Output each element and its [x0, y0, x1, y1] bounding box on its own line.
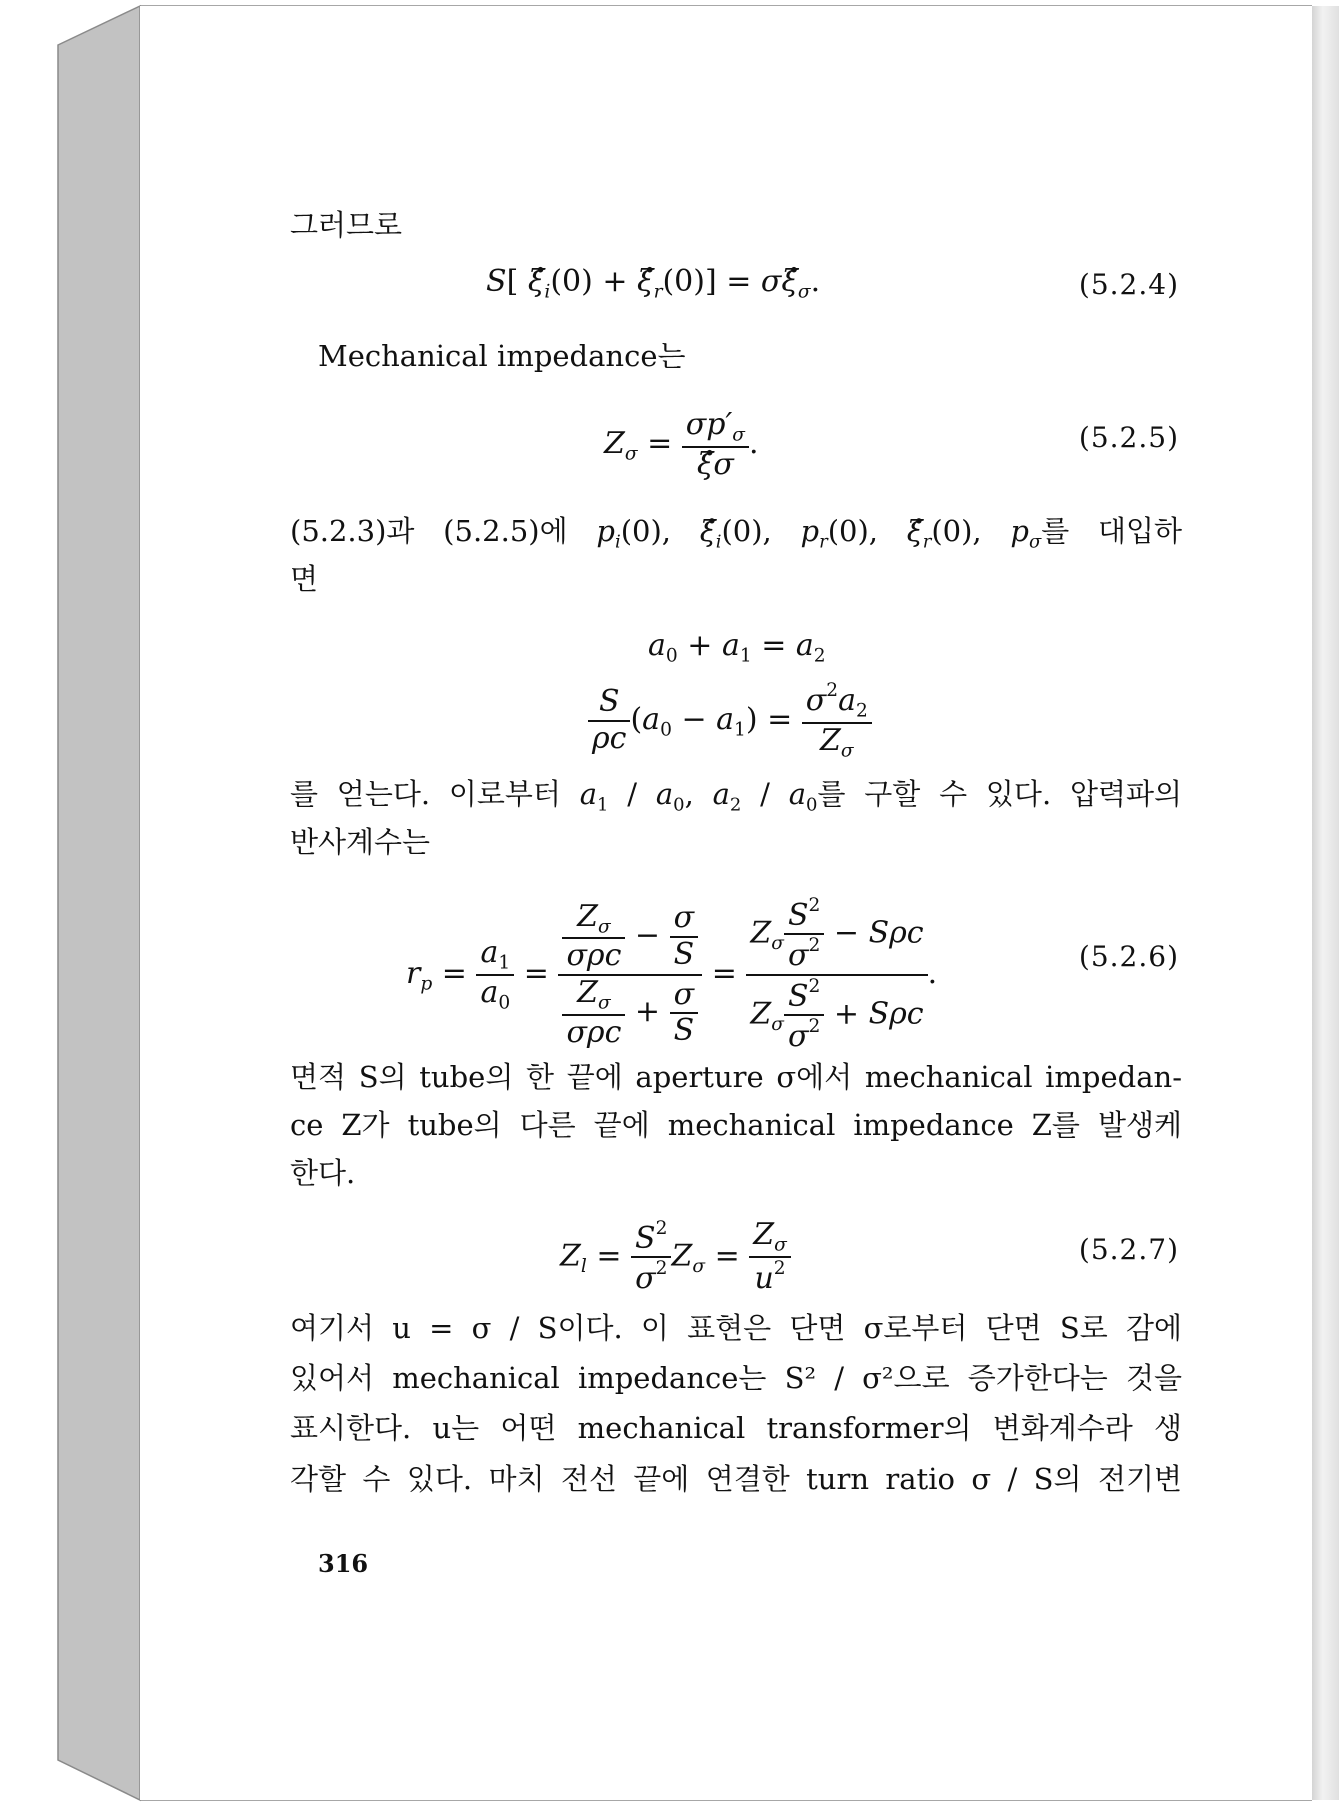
paragraph-mechanical-impedance: Mechanical impedance는	[318, 339, 686, 373]
equation-5-2-7: $Z_l$ = $\frac{S^2}{\sigma^2}$ $Z_\sigma$ = $\frac{Z_\sigma}{u^2}$	[560, 1218, 791, 1297]
page-edge	[1312, 6, 1339, 1800]
page-number: 316	[318, 1549, 369, 1578]
paragraph-substitute-start: (5.2.3)과 (5.2.5)에	[290, 514, 568, 548]
equation-5-2-6: $r_p$ = $\frac{a_1}{a_0}$ = $Z_\sigma$ σρc − $\frac{\sigma}{S}$ $Z_\sigma$ σρc + $\frac{\sigma}{S}$ = $Z_\sigma$ $\frac{S^2}{\sigma^2}$ − Sρc $Z_\sigma$ $\frac{S^2}{\sigma^2}$ + Sρc .	[406, 895, 938, 1055]
paragraph-here-line1: 여기서 u = σ / S이다. 이 표현은 단면 σ로부터 단면 S로 감에	[290, 1311, 1182, 1345]
paragraph-area-line1: 면적 S의 tube의 한 끝에 aperture σ에서 mechanical impedan-	[290, 1060, 1182, 1094]
paragraph-obtain-start: 를 얻는다. 이로부터	[290, 777, 561, 811]
equation-number: (5.2.5)	[1078, 421, 1179, 454]
equation-5-2-4: S[ . $\xi_i(0)$ + . $\xi_r(0)] = \sigma$. $\xi_\sigma$.	[486, 264, 820, 303]
paragraph-reflection: 반사계수는	[290, 825, 431, 859]
equation-number: (5.2.6)	[1078, 940, 1179, 973]
fraction: $Z_\sigma$ $\frac{S^2}{\sigma^2}$ − Sρc $Z_\sigma$ $\frac{S^2}{\sigma^2}$ + Sρc	[746, 895, 927, 1055]
equation-number: (5.2.4)	[1078, 268, 1179, 301]
paragraph-obtain: 를 얻는다. 이로부터 $a_1 / a_0$, $a_2 / a_0$를 구할 수 있다. 압력파의	[290, 777, 1183, 816]
fraction: $\frac{a_1}{a_0}$	[476, 936, 514, 1014]
paragraph-substitute-line2: 면	[290, 562, 319, 596]
fraction: $\frac{S^2}{\sigma^2}$	[631, 1218, 671, 1297]
fraction: $\frac{S}{\rho c}$	[588, 685, 630, 756]
fraction: $\sigma p'_\sigma$ . ξσ	[682, 408, 749, 482]
paragraph-here-line2: 있어서 mechanical impedance는 S² / σ²으로 증가한다는 것을	[290, 1361, 1182, 1395]
equation-5-2-5: $Z_\sigma$ = $\sigma p'_\sigma$ . ξσ .	[604, 408, 759, 482]
paragraph-substitute: (5.2.3)과 (5.2.5)에 $p_i(0)$, . $\xi_i(0)$, $p_r(0)$, . $\xi_r(0)$, $p_\sigma$를 대입하	[290, 507, 1182, 566]
paragraph-area-line3: 한다.	[290, 1156, 356, 1190]
paragraph-area-line2: ce Z가 tube의 다른 끝에 mechanical impedance Z를 발생케	[290, 1108, 1182, 1142]
paragraph-here-line4: 각할 수 있다. 마치 전선 끝에 연결한 turn ratio σ / S의 전기변	[290, 1462, 1182, 1496]
fraction: $Z_\sigma$ σρc − $\frac{\sigma}{S}$ $Z_\sigma$ σρc + $\frac{\sigma}{S}$	[558, 900, 702, 1051]
equation-boundary-2: $\frac{S}{\rho c}$ $(a_0 - a_1)$ = $\frac{\sigma^2a_2}{Z_\sigma}$	[588, 680, 872, 762]
paragraph-obtain-end: 를 구할 수 있다. 압력파의	[817, 777, 1183, 811]
fraction: $\frac{Z_\sigma}{u^2}$	[749, 1218, 791, 1296]
paragraph-therefore: 그러므로	[290, 208, 403, 242]
fraction: $\frac{\sigma^2a_2}{Z_\sigma}$	[802, 680, 872, 762]
paragraph-here-line3: 표시한다. u는 어떤 mechanical transformer의 변화계수라 생	[290, 1411, 1182, 1445]
equation-boundary-1: $a_0 + a_1 = a_2$	[648, 628, 826, 667]
equation-number: (5.2.7)	[1078, 1233, 1179, 1266]
paragraph-substitute-end: 를 대입하	[1041, 514, 1183, 548]
